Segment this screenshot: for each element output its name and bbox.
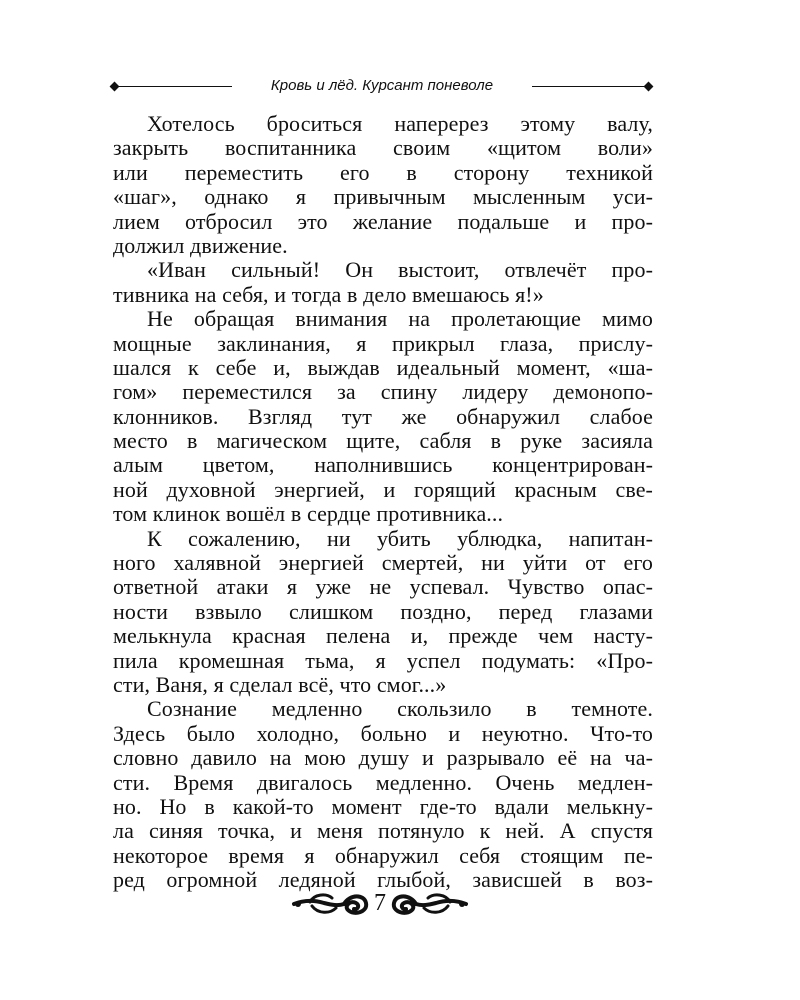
running-head bbox=[110, 74, 654, 98]
text-line: ред огромной ледяной глыбой, зависшей в воз- bbox=[113, 867, 653, 893]
page-number: 7 bbox=[374, 890, 386, 916]
right-scroll-ornament-icon bbox=[390, 890, 470, 918]
text-line: «Иван сильный! Он выстоит, отвлечёт про- bbox=[147, 257, 653, 283]
text-line: или переместить его в сторону техникой bbox=[113, 159, 653, 185]
running-head-right-rule bbox=[532, 86, 648, 87]
text-line: ности взвыло слишком поздно, перед глазами bbox=[113, 598, 653, 624]
text-line: место в магическом щите, сабля в руке засияла bbox=[113, 428, 653, 454]
paragraph-3 bbox=[113, 307, 653, 527]
text-line: ответной атаки я уже не успевал. Чувство опас- bbox=[113, 574, 653, 600]
running-head-title: Кровь и лёд. Курсант поневоле bbox=[270, 77, 494, 94]
text-line: словно давило на мою душу и разрывало её на ча- bbox=[113, 745, 653, 771]
text-line: «шаг», однако я привычным мысленным уси- bbox=[113, 184, 653, 210]
text-line: Хотелось броситься наперерез этому валу, bbox=[147, 111, 653, 136]
text-line: должил движение. bbox=[113, 232, 288, 258]
text-line: алым цветом, наполнившись концентрирован- bbox=[113, 452, 653, 478]
text-line: шался к себе и, выждав идеальный момент, «ша- bbox=[113, 354, 653, 380]
body-text bbox=[113, 112, 653, 893]
text-line: ла синяя точка, и меня потянуло к ней. А спустя bbox=[113, 818, 653, 844]
paragraph-5 bbox=[113, 697, 653, 892]
text-line: сти. Время двигалось медленно. Очень медлен- bbox=[113, 769, 653, 795]
page-footer bbox=[280, 886, 480, 926]
running-head-right-diamond bbox=[644, 82, 654, 92]
running-head-left-rule bbox=[116, 86, 232, 87]
paragraph-4 bbox=[113, 527, 653, 698]
text-line: тивника на себя, и тогда в дело вмешаюсь я!» bbox=[113, 281, 544, 307]
text-line: лием отбросил это желание подальше и про- bbox=[113, 208, 653, 234]
text-line: мощные заклинания, я прикрыл глаза, прислу- bbox=[113, 330, 653, 356]
left-scroll-ornament-icon bbox=[290, 890, 370, 918]
text-line: мелькнула красная пелена и, прежде чем насту- bbox=[113, 623, 653, 649]
text-line: гом» переместился за спину лидеру демонопо- bbox=[113, 379, 653, 405]
text-line: клонников. Взгляд тут же обнаружил слабое bbox=[113, 403, 653, 429]
text-line: Не обращая внимания на пролетающие мимо bbox=[147, 306, 653, 332]
text-line: ного халявной энергией смертей, ни уйти от его bbox=[113, 550, 653, 576]
text-line: К сожалению, ни убить ублюдка, напитан- bbox=[147, 525, 653, 551]
text-line: закрыть воспитанника своим «щитом воли» bbox=[113, 135, 653, 161]
text-line: сти, Ваня, я сделал всё, что смог...» bbox=[113, 671, 447, 697]
text-line: некоторое время я обнаружил себя стоящим пе- bbox=[113, 842, 653, 868]
paragraph-1 bbox=[113, 112, 653, 258]
text-line: Здесь было холодно, больно и неуютно. Что-то bbox=[113, 720, 653, 746]
text-line: том клинок вошёл в сердце противника... bbox=[113, 501, 504, 527]
text-line: Сознание медленно скользило в темноте. bbox=[147, 696, 653, 722]
text-line: но. Но в какой-то момент где-то вдали мелькну- bbox=[113, 793, 653, 819]
text-line: ной духовной энергией, и горящий красным све- bbox=[113, 476, 653, 502]
paragraph-2 bbox=[113, 258, 653, 307]
text-line: пила кромешная тьма, я успел подумать: «Про- bbox=[113, 647, 653, 673]
